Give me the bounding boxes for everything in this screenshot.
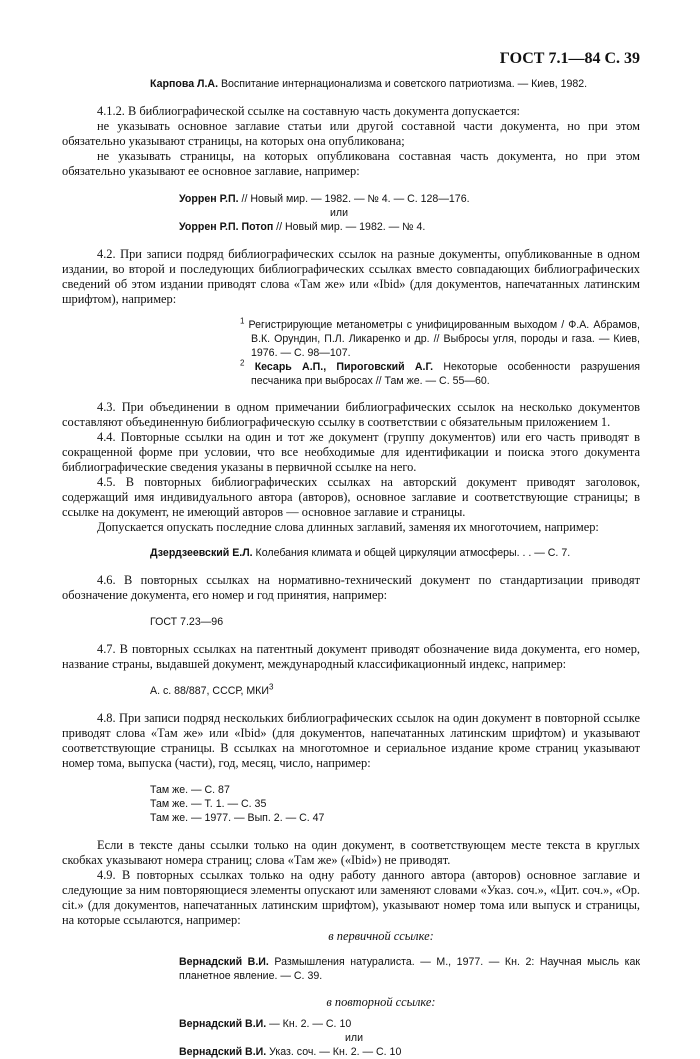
list-item: Там же. — Т. 1. — С. 35 — [150, 798, 267, 810]
footnote-number: 1 — [240, 316, 245, 326]
example-dzerd — [150, 546, 640, 560]
document-body — [62, 50, 640, 1059]
separator-or-2: или — [345, 1032, 364, 1044]
example-text: — Кн. 2. — С. 10 — [266, 1018, 352, 1030]
para-4-4: 4.4. Повторные ссылки на один и тот же документ (группу документов) или его часть приводят в сокращенной форме при условии, что все необходимые для идентификации и поиска этого документа библиографические сведения указаны в первичной ссылке на него. — [62, 430, 640, 474]
example-text: // Новый мир. — 1982. — № 4. — [273, 221, 426, 233]
footnote-text: Некоторые особенности разрушения песчаника при выбросах // Там же. — С. 55—60. — [251, 361, 641, 387]
example-vernadsky-1 — [179, 955, 640, 983]
example-author: Вернадский В.И. — [179, 956, 269, 968]
example-author: Уоррен Р.П. Потоп — [179, 221, 274, 233]
example-text: Воспитание интернационализма и советского патриотизма. — Киев, 1982. — [218, 78, 588, 90]
separator-or-1: или — [330, 207, 349, 219]
label-repeat: в повторной ссылке: — [326, 995, 436, 1009]
example-urren-1 — [179, 192, 640, 206]
example-patent — [150, 684, 640, 698]
footnote-number: 2 — [240, 358, 245, 368]
example-text: Указ. соч. — Кн. 2. — С. 10 — [266, 1046, 402, 1058]
list-item: Там же. — 1977. — Вып. 2. — С. 47 — [150, 812, 325, 824]
example-author: Карпова Л.А. — [150, 78, 219, 90]
list-item: Там же. — С. 87 — [150, 784, 230, 796]
example-gost: ГОСТ 7.23—96 — [150, 616, 224, 628]
example-vernadsky-3 — [179, 1045, 640, 1059]
example-text: А. с. 88/887, СССР, МКИ — [150, 685, 269, 697]
example-author: Уоррен Р.П. — [179, 193, 239, 205]
footnote-2 — [240, 360, 640, 388]
para-4-5-note: Допускается опускать последние слова длинных заглавий, заменяя их многоточием, например: — [97, 520, 599, 534]
example-author: Вернадский В.И. — [179, 1046, 267, 1058]
example-vernadsky-2 — [179, 1017, 640, 1031]
para-4-8-note: Если в тексте даны ссылки только на один документ, в соответствующем месте текста в круглых скобках указывают номера страниц; слова «Там же» («Ibid») не приводят. — [62, 838, 640, 867]
para-4-6: 4.6. В повторных ссылках на нормативно-технический документ по стандартизации приводят обозначение документа, его номер и год принятия, например: — [62, 573, 640, 602]
example-karpova — [150, 77, 640, 91]
footnote-1 — [240, 318, 640, 360]
example-urren-2 — [179, 220, 640, 234]
example-text: Размышления натуралиста. — М., 1977. — Кн. 2: Научная мысль как планетное явление. — С. 39. — [179, 956, 640, 982]
para-4-1-2-item2: не указывать страницы, на которых опубликована составная часть документа, но при этом обязательно указывают ее основное заглавие, например: — [62, 149, 640, 178]
para-4-8: 4.8. При записи подряд нескольких библиографических ссылок на один документ в повторной ссылке приводят слова «Там же» или «Ibid» (для документов, напечатанных латинским шрифтом) и указывают соответствующие страницы. В ссылках на многотомное и сериальное издание кроме страниц указывают номер тома, выпуска (части), год, месяц, число, например: — [62, 711, 640, 770]
para-4-2: 4.2. При записи подряд библиографических ссылок на разные документы, опубликованные в одном издании, во второй и последующих библиографических ссылках вместо совпадающих библиографических сведений об этом издании приводят слова «Там же» или «Ibid» (для документов, напечатанных латинским шрифтом), например: — [62, 247, 640, 306]
example-sup: 3 — [268, 682, 274, 692]
para-4-9: 4.9. В повторных ссылках только на одну работу данного автора (авторов) основное заглавие и следующие за ним повторяющиеся элементы опускают или заменяют словами «Указ. соч.», «Цит. соч.», «Op. cit.» (для документов, напечатанных латинским шрифтом), указывают номер тома или выпуск и страницы, на которые ссылаются, например: — [62, 868, 640, 927]
example-author: Дзердзеевский Е.Л. — [150, 547, 253, 559]
page-header: ГОСТ 7.1—84 С. 39 — [499, 50, 640, 67]
footnote-author: Кесарь А.П., Пироговский А.Г. — [244, 361, 434, 373]
para-4-3: 4.3. При объединении в одном примечании библиографических ссылок на несколько документов составляют объединенную библиографическую ссылку в соответствии с обязательным приложением 1. — [62, 400, 640, 429]
para-4-5: 4.5. В повторных библиографических ссылках на авторский документ приводят заголовок, содержащий имя индивидуального автора (авторов), основное заглавие и соответствующие страницы; в ссылке на документ, не имеющий авторов — основное заглавие и страницы. — [62, 475, 640, 519]
label-primary: в первичной ссылке: — [328, 929, 434, 943]
footnote-text: Регистрирующие метанометры с унифицированным выходом / Ф.А. Абрамов, В.К. Орундин, П.Л. Ликаренко и др. // Выбросы угля, породы и газа. — Киев, 1976. — С. 98—107. — [244, 319, 640, 359]
para-4-7: 4.7. В повторных ссылках на патентный документ приводят обозначение вида документа, его номер, название страны, выдавшей документ, международный классификационный индекс, например: — [62, 642, 640, 671]
example-text: // Новый мир. — 1982. — № 4. — С. 128—176. — [238, 193, 470, 205]
example-tamzhe-list — [150, 783, 640, 825]
para-4-1-2-item1: не указывать основное заглавие статьи или другой составной части документа, но при этом обязательно указывают страницы, на которых она опубликована; — [62, 119, 640, 148]
example-text: Колебания климата и общей циркуляции атмосферы. . . — С. 7. — [252, 547, 571, 559]
para-4-1-2: 4.1.2. В библиографической ссылке на составную часть документа допускается: — [97, 104, 520, 118]
example-author: Вернадский В.И. — [179, 1018, 267, 1030]
